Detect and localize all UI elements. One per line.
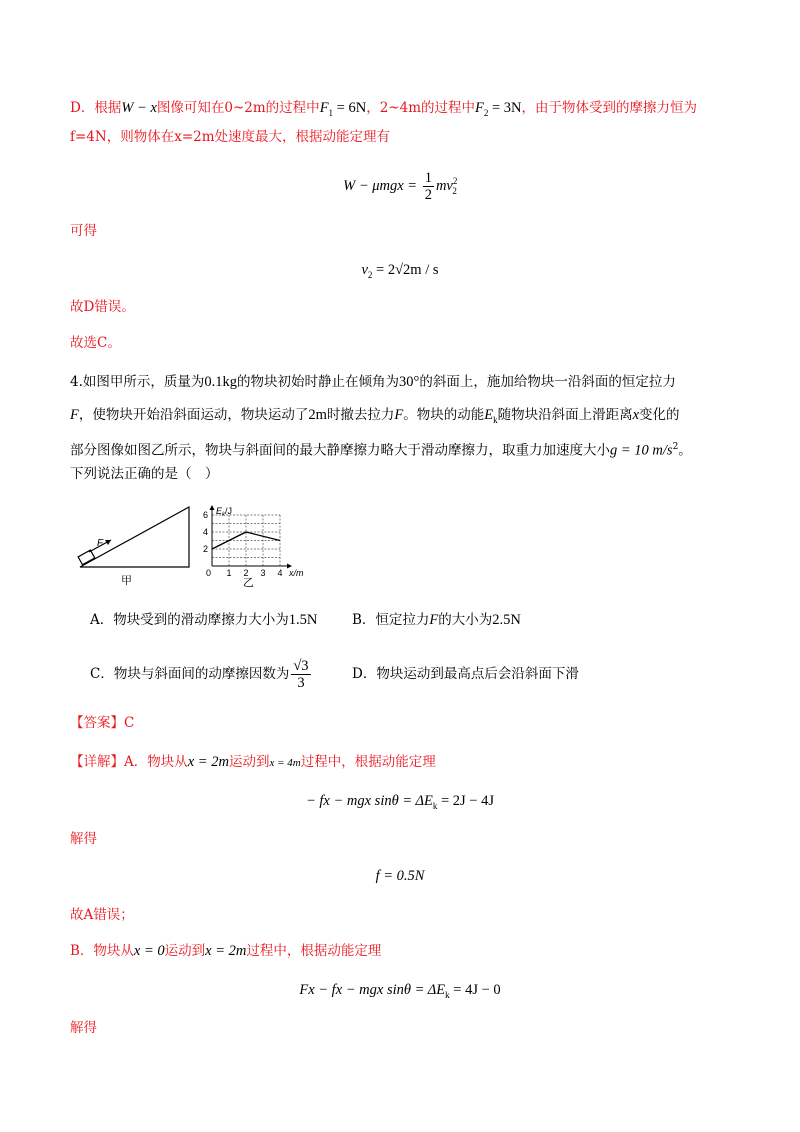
a-wrong-text: 故A错误； [70, 907, 134, 923]
option-d: D．物块运动到最高点后会沿斜面下滑 [352, 666, 579, 682]
answer-b-line: B．物块从x = 0运动到x = 2m过程中，根据动能定理 [70, 943, 382, 959]
x-tick-label: 4 [277, 568, 283, 578]
equation-velocity: $v_2 = 2√2m / s$ [361, 262, 439, 280]
q4-line-1: 4.如图甲所示，质量为0.1kg的物块初始时静止在倾角为30°的斜面上，施加给物块一沿斜面的恒定拉力 [70, 374, 676, 390]
option-b: B．恒定拉力F的大小为2.5N [352, 612, 521, 628]
block [78, 550, 95, 565]
x-tick-label: 2 [243, 568, 249, 578]
chart-grid [212, 515, 280, 566]
part-d-line-2: f=4N，则物体在x=2m处速度最大，根据动能定理有 [70, 129, 391, 145]
answer-a-line: 【详解】A．物块从x = 2m运动到x = 4m过程中，根据动能定理 [70, 754, 436, 770]
equation-work-energy: W − μmgx = $\frac{1}{2}$ $mv^2_2$ [343, 170, 458, 203]
incline-figure [75, 500, 200, 595]
kede-label: 可得 [70, 223, 97, 239]
equation-b: Fx − fx − mgx $\sin\theta = \Delta E_k = 4J - 0$ [299, 982, 501, 1000]
y-tick-label: 2 [203, 544, 209, 554]
label-jia: 甲 [121, 575, 132, 587]
chart-ticks [203, 510, 283, 578]
d-wrong-text: 故D错误。 [70, 299, 135, 315]
option-c: C．物块与斜面间的动摩擦因数为 $\frac{√3}{3}$ [90, 658, 309, 691]
jiede-2: 解得 [70, 1020, 97, 1036]
q4-line-3: 部分图像如图乙所示，物块与斜面间的最大静摩擦力略大于滑动摩擦力，取重力加速度大小g = 10 $m/s^2$。 [70, 442, 692, 459]
q4-line-4: 下列说法正确的是（ ） [70, 466, 219, 482]
chart-ylabel: $E_k/J$ [216, 506, 233, 518]
force-label: F [97, 538, 104, 549]
y-tick-label: 6 [203, 510, 209, 520]
ek-x-chart [200, 500, 320, 595]
answer-label: 【答案】C [70, 715, 135, 731]
y-axis-arrow [210, 505, 215, 510]
x-tick-label: 3 [260, 568, 266, 578]
equation-f: f = 0.5N [375, 868, 425, 884]
equation-a: − fx − mgx $\sin\theta = \Delta E_k = 2J - 4J$ [305, 793, 494, 811]
x-tick-label: 1 [226, 568, 232, 578]
part-d-line-1: D．根据W − x图像可知在0~2m的过程中$F_1 = 6N$，2~4m的过程中$F_2 = 3N$，由于物体受到的摩擦力恒为 [70, 100, 698, 118]
label-yi: 乙 [243, 577, 254, 589]
choose-c-text: 故选C。 [70, 335, 121, 351]
y-tick-label: 4 [203, 527, 209, 537]
q4-line-2: F，使物块开始沿斜面运动，物块运动了2m时撤去拉力F。物块的动能$E_k$随物块沿斜面上滑距离x变化的 [70, 407, 680, 425]
chart-origin: 0 [206, 568, 212, 578]
chart-xlabel: x/m [289, 568, 304, 578]
jiede-1: 解得 [70, 831, 97, 847]
incline-triangle [80, 507, 189, 567]
option-a: A．物块受到的滑动摩擦力大小为1.5N [90, 612, 318, 628]
